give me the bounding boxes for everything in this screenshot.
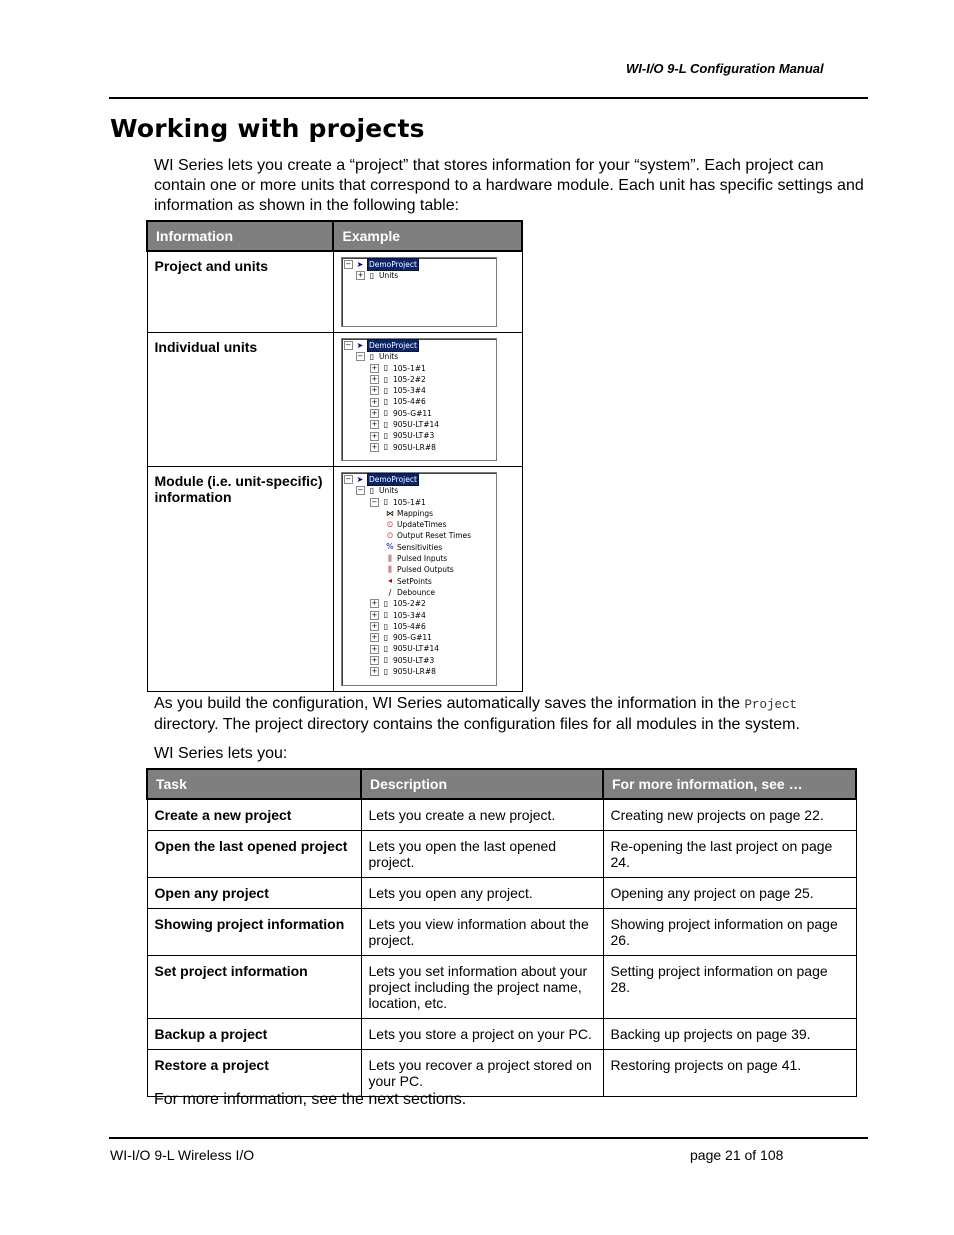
description-cell: Lets you view information about the project. [361, 909, 603, 956]
unit-module-icon: ▯ [383, 408, 389, 418]
collapse-icon[interactable]: − [357, 486, 364, 495]
task-table-header [147, 769, 856, 799]
expand-icon[interactable]: + [371, 431, 378, 440]
unit-module-icon: ▯ [383, 363, 389, 373]
tree-node-unit[interactable] [344, 610, 494, 621]
more-info-cell: Creating new projects on page 22. [603, 799, 856, 831]
units-folder-icon: ▯ [369, 351, 375, 361]
pulsed-outputs-icon: ⫼ [388, 565, 392, 575]
tree-node-unit[interactable] [344, 374, 494, 385]
row-label: Project and units [147, 251, 333, 333]
expand-icon[interactable]: + [371, 655, 378, 664]
more-info-cell: Opening any project on page 25. [603, 878, 856, 909]
tree-node-unit[interactable] [344, 430, 494, 441]
table-row [147, 799, 856, 831]
tree-node-unit[interactable] [344, 442, 494, 453]
collapse-icon[interactable]: − [345, 260, 352, 269]
unit-module-icon: ▯ [383, 385, 389, 395]
unit-module-icon: ▯ [383, 632, 389, 642]
more-info-cell: Restoring projects on page 41. [603, 1050, 856, 1097]
tree-node-module-item[interactable] [344, 587, 494, 598]
tree-node-label: 105-2#2 [392, 599, 426, 609]
sensitivities-icon: % [386, 542, 394, 552]
expand-icon[interactable]: + [371, 667, 378, 676]
tree-node-module-item[interactable] [344, 508, 494, 519]
expand-icon[interactable]: + [371, 644, 378, 653]
example-cell [333, 467, 522, 692]
task-cell: Open any project [147, 878, 361, 909]
tree-node-module-item[interactable] [344, 542, 494, 553]
tree-node-unit[interactable] [344, 396, 494, 407]
table-row [147, 333, 522, 467]
unit-module-icon: ▯ [383, 442, 389, 452]
unit-module-icon: ▯ [383, 598, 389, 608]
unit-module-icon: ▯ [383, 644, 389, 654]
row-label: Individual units [147, 333, 333, 467]
intro-paragraph: WI Series lets you create a “project” that stores information for your “system”. Each project can contain one or more units that correspond to a hardware module. Each unit has specific settings and information as shown in the following table: [154, 157, 864, 214]
table-row [147, 251, 522, 333]
tree-view-project [341, 257, 497, 327]
page-heading: Working with projects [110, 114, 425, 143]
tree-node-module-item[interactable] [344, 564, 494, 575]
tree-node-unit[interactable] [344, 598, 494, 609]
header-rule [109, 97, 868, 99]
tree-node-unit[interactable] [344, 621, 494, 632]
example-cell [333, 251, 522, 333]
collapse-icon[interactable]: − [345, 475, 352, 484]
tree-node-label: 105-4#6 [392, 397, 426, 407]
tree-node-label: 905U-LT#3 [392, 655, 435, 665]
collapse-icon[interactable]: − [357, 352, 364, 361]
table-row [147, 467, 522, 692]
unit-module-icon: ▯ [383, 655, 389, 665]
task-cell: Restore a project [147, 1050, 361, 1097]
tree-node-label: 105-3#4 [392, 386, 426, 396]
unit-module-icon: ▯ [383, 397, 389, 407]
pulsed-inputs-icon: ⫼ [388, 553, 392, 563]
col-information: Information [147, 221, 333, 251]
tree-node-label: Debounce [396, 587, 435, 597]
task-cell: Set project information [147, 956, 361, 1019]
tree-node-label: 105-4#6 [392, 621, 426, 631]
tree-node-unit[interactable] [344, 363, 494, 374]
expand-icon[interactable]: + [371, 386, 378, 395]
unit-module-icon: ▯ [383, 374, 389, 384]
task-cell: Showing project information [147, 909, 361, 956]
info-table [146, 220, 523, 692]
tree-node-module-item[interactable] [344, 553, 494, 564]
tree-node-unit[interactable]: 105-1#1 [392, 497, 426, 507]
col-more-info: For more information, see … [603, 769, 856, 799]
footer-page-number: page 21 of 108 [690, 1147, 784, 1163]
tree-node-label: 905-G#11 [392, 633, 432, 643]
table-row [147, 909, 856, 956]
unit-module-icon: ▯ [383, 419, 389, 429]
tree-node-label: Pulsed Outputs [396, 565, 454, 575]
expand-icon[interactable]: + [371, 633, 378, 642]
expand-icon[interactable]: + [371, 363, 378, 372]
tree-node-unit[interactable] [344, 632, 494, 643]
tree-node-label: Mappings [396, 508, 434, 518]
para2-text-cont: directory. The project directory contains the configuration files for all modules in the system. [154, 716, 800, 733]
tree-node-label: SetPoints [396, 576, 432, 586]
tree-node-units[interactable]: Units [378, 352, 399, 362]
tree-node-label: 905U-LR#8 [392, 442, 436, 452]
tree-view-units [341, 338, 497, 461]
expand-icon[interactable]: + [371, 599, 378, 608]
paragraph-project-dir [154, 694, 864, 735]
tree-node-units[interactable]: Units [378, 486, 399, 496]
tree-node-label: 905U-LT#14 [392, 644, 440, 654]
tree-node-unit[interactable] [344, 655, 494, 666]
tree-node-unit[interactable] [344, 643, 494, 654]
expand-icon[interactable]: + [371, 420, 378, 429]
project-arrow-icon: ➤ [356, 474, 364, 484]
code-project: Project [744, 698, 798, 712]
para2-text: As you build the configuration, WI Series automatically saves the information in the [154, 695, 745, 712]
units-folder-icon: ▯ [369, 485, 375, 495]
manual-title: WI-I/O 9-L Configuration Manual [626, 61, 824, 76]
tree-node-label: 105-1#1 [392, 363, 426, 373]
tree-node-unit[interactable] [344, 419, 494, 430]
tree-node-label: Output Reset Times [396, 531, 472, 541]
paragraph-lets-you: WI Series lets you: [154, 745, 288, 762]
task-cell: Create a new project [147, 799, 361, 831]
tree-node-module-item[interactable] [344, 519, 494, 530]
units-folder-icon: ▯ [369, 270, 375, 280]
tree-node-unit[interactable] [344, 666, 494, 677]
expand-icon[interactable]: + [357, 271, 364, 280]
mappings-icon: ⋈ [385, 508, 394, 518]
tree-node-label: UpdateTimes [396, 520, 447, 530]
unit-module-icon: ▯ [383, 666, 389, 676]
tree-node-label: 905-G#11 [392, 408, 432, 418]
update-times-icon: ⏲ [386, 519, 394, 529]
expand-icon[interactable]: + [371, 408, 378, 417]
unit-module-icon: ▯ [383, 431, 389, 441]
col-example: Example [333, 221, 522, 251]
description-cell: Lets you store a project on your PC. [361, 1019, 603, 1050]
tree-node-root[interactable]: DemoProject [367, 339, 419, 352]
example-cell [333, 333, 522, 467]
footer-product: WI-I/O 9-L Wireless I/O [110, 1147, 255, 1163]
expand-icon[interactable]: + [371, 375, 378, 384]
tree-node-units[interactable]: Units [378, 271, 399, 281]
tree-node-label: 105-2#2 [392, 374, 426, 384]
tree-node-label: 905U-LR#8 [392, 667, 436, 677]
tree-node-label: 105-3#4 [392, 610, 426, 620]
more-info-cell: Backing up projects on page 39. [603, 1019, 856, 1050]
col-description: Description [361, 769, 603, 799]
setpoints-icon: ◂ [387, 576, 392, 586]
expand-icon[interactable]: + [371, 610, 378, 619]
project-arrow-icon: ➤ [356, 340, 364, 350]
tree-node-module-item[interactable] [344, 530, 494, 541]
tree-node-root[interactable]: DemoProject [367, 473, 419, 486]
table-row [147, 956, 856, 1019]
expand-icon[interactable]: + [371, 622, 378, 630]
unit-module-icon: ▯ [383, 621, 389, 631]
row-label: Module (i.e. unit-specific) information [147, 467, 333, 692]
task-table [146, 768, 857, 1097]
more-info-cell: Showing project information on page 26. [603, 909, 856, 956]
col-task: Task [147, 769, 361, 799]
tree-node-module-item[interactable] [344, 576, 494, 587]
project-arrow-icon: ➤ [356, 259, 364, 269]
description-cell: Lets you set information about your project including the project name, location, etc. [361, 956, 603, 1019]
description-cell: Lets you create a new project. [361, 799, 603, 831]
task-cell: Open the last opened project [147, 831, 361, 878]
tree-node-unit[interactable] [344, 385, 494, 396]
info-table-header [147, 221, 522, 251]
paragraph-closing: For more information, see the next sections. [154, 1091, 467, 1108]
table-row [147, 878, 856, 909]
unit-module-icon: ▯ [383, 497, 389, 507]
expand-icon[interactable]: + [371, 397, 378, 406]
collapse-icon[interactable]: − [345, 341, 352, 350]
description-cell: Lets you open any project. [361, 878, 603, 909]
tree-node-root[interactable]: DemoProject [367, 258, 419, 271]
tree-view-module [341, 472, 497, 686]
more-info-cell: Setting project information on page 28. [603, 956, 856, 1019]
description-cell: Lets you recover a project stored on your PC. [361, 1050, 603, 1097]
description-cell: Lets you open the last opened project. [361, 831, 603, 878]
tree-node-label: Pulsed Inputs [396, 554, 448, 564]
output-reset-times-icon: ⏲ [386, 531, 394, 541]
unit-module-icon: ▯ [383, 610, 389, 620]
table-row [147, 1019, 856, 1050]
tree-node-label: Sensitivities [396, 542, 443, 552]
more-info-cell: Re-opening the last project on page 24. [603, 831, 856, 878]
collapse-icon[interactable]: − [371, 497, 378, 506]
expand-icon[interactable]: + [371, 442, 378, 451]
tree-node-unit[interactable] [344, 408, 494, 419]
footer-rule [109, 1137, 868, 1139]
table-row [147, 831, 856, 878]
tree-node-label: 905U-LT#14 [392, 420, 440, 430]
task-cell: Backup a project [147, 1019, 361, 1050]
tree-node-label: 905U-LT#3 [392, 431, 435, 441]
debounce-icon: ∕ [388, 587, 392, 597]
